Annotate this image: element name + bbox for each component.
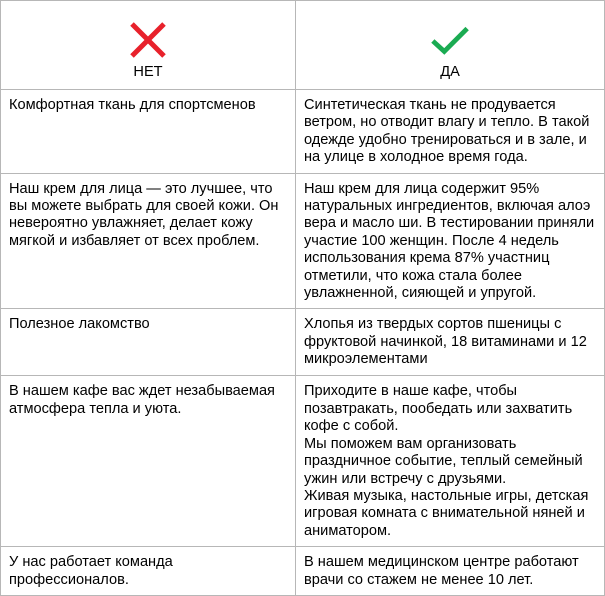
cross-icon bbox=[127, 19, 169, 61]
header-row bbox=[1, 1, 605, 90]
yes-cell bbox=[296, 547, 605, 596]
cell-text: Синтетическая ткань не продувается ветром, но отводит влагу и тепло. В такой одежде удобно тренироваться и в зале, и на улице в холодное время года. bbox=[304, 97, 590, 166]
yes-cell bbox=[296, 90, 605, 174]
cell-text: В нашем кафе вас ждет незабываемая атмосфера тепла и уюта. bbox=[9, 383, 275, 417]
yes-cell bbox=[296, 309, 605, 376]
no-cell bbox=[1, 173, 296, 309]
cell-text: Живая музыка, настольные игры, детская игровая комната с внимательной няней и аниматором. bbox=[304, 487, 589, 539]
table-row bbox=[1, 376, 605, 547]
no-cell bbox=[1, 376, 296, 547]
table-row bbox=[1, 547, 605, 596]
no-cell bbox=[1, 90, 296, 174]
table-row bbox=[1, 90, 605, 174]
cell-text: Хлопья из твердых сортов пшеницы с фруктовой начинкой, 18 витаминами и 12 микроэлементами bbox=[304, 316, 587, 368]
cell-text: Приходите в наше кафе, чтобы позавтракать, пообедать или захватить кофе с собой. bbox=[304, 383, 573, 435]
cell-text: Комфортная ткань для спортсменов bbox=[9, 97, 256, 113]
table-row bbox=[1, 309, 605, 376]
header-no-label: НЕТ bbox=[133, 64, 163, 80]
cell-text: Мы поможем вам организовать праздничное событие, теплый семейный ужин или встречу с друзьями. bbox=[304, 435, 583, 487]
check-icon bbox=[430, 19, 470, 61]
table-row bbox=[1, 173, 605, 309]
yes-cell bbox=[296, 173, 605, 309]
cell-text: Наш крем для лица содержит 95% натуральных ингредиентов, включая алоэ вера и масло ши. В тестировании приняли участие 100 женщин. После 4 недель использования крема 87% участниц отметили, что кожа стала более увлажненной, сияющей и упругой. bbox=[304, 180, 595, 302]
header-yes-label: ДА bbox=[440, 64, 460, 80]
cell-text: У нас работает команда профессионалов. bbox=[9, 554, 173, 588]
no-cell bbox=[1, 309, 296, 376]
cell-text: Наш крем для лица — это лучшее, что вы можете выбрать для своей кожи. Он невероятно увлажняет, делает кожу мягкой и избавляет от всех проблем. bbox=[9, 180, 279, 249]
yes-cell bbox=[296, 376, 605, 547]
header-no-cell bbox=[1, 1, 296, 90]
no-cell bbox=[1, 547, 296, 596]
header-yes-cell bbox=[296, 1, 605, 90]
cell-text: В нашем медицинском центре работают врачи со стажем не менее 10 лет. bbox=[304, 554, 579, 588]
cell-text: Полезное лакомство bbox=[9, 316, 150, 333]
